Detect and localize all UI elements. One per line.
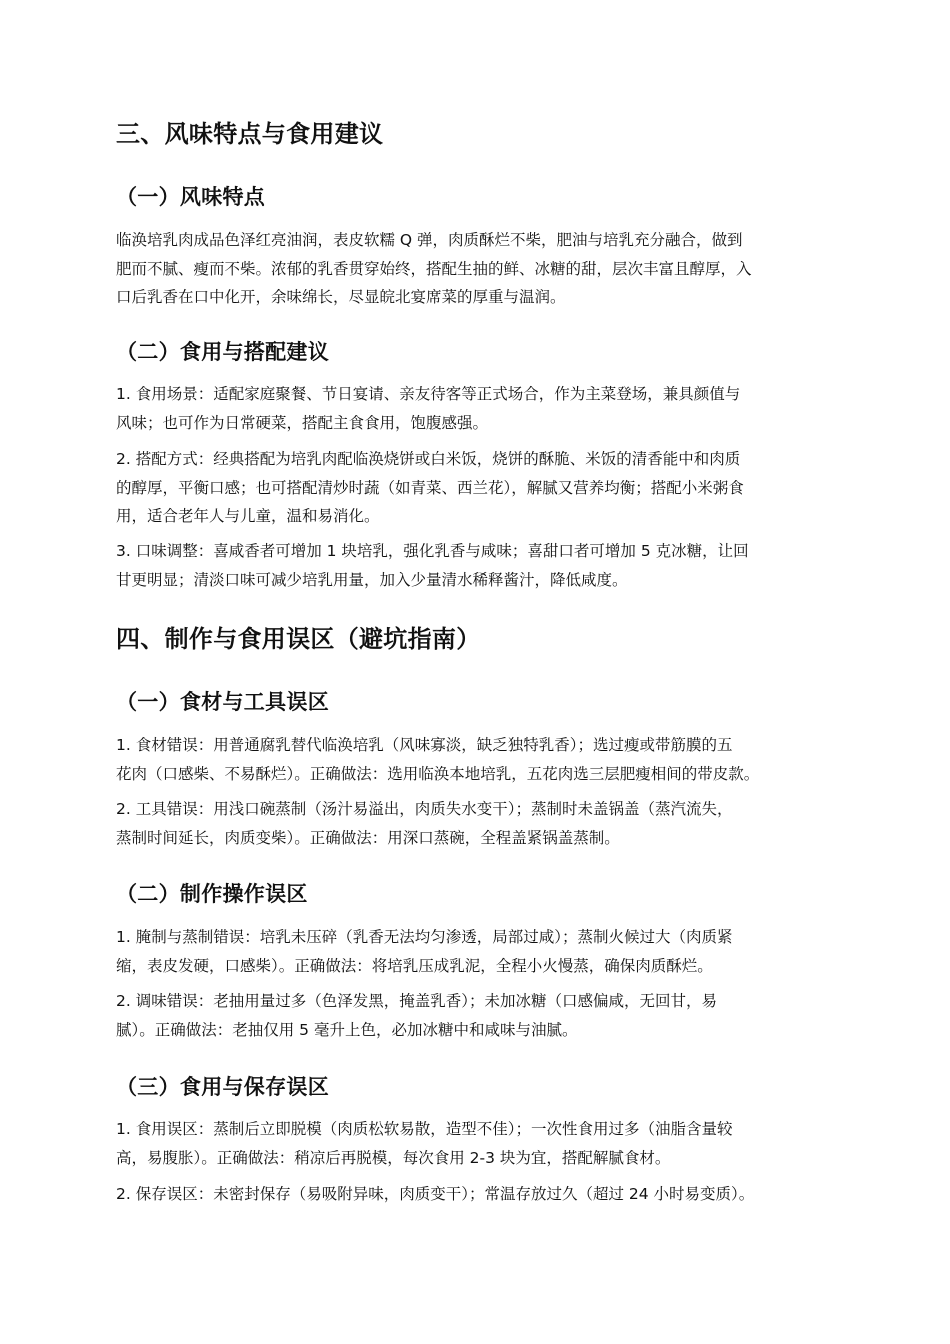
text-line: 风味；也可作为日常硬菜，搭配主食食用，饱腹感强。 (116, 413, 489, 432)
text-line: 缩，表皮发硬，口感柴）。正确做法：将培乳压成乳泥，全程小火慢蒸，确保肉质酥烂。 (116, 956, 713, 975)
text-line: 临涣培乳肉成品色泽红亮油润，表皮软糯 Q 弹，肉质酥烂不柴，肥油与培乳充分融合，做到 (116, 231, 743, 249)
text-line: 2. 调味错误：老抽用量过多（色泽发黑，掩盖乳香）；未加冰糖（口感偏咸，无回甘，易 (116, 992, 717, 1010)
text-line: 1. 食用误区：蒸制后立即脱模（肉质松软易散，造型不佳）；一次性食用过多（油脂含量较 (116, 1120, 733, 1138)
subsection-heading: （二）制作操作误区 (116, 882, 308, 906)
list-item (116, 1180, 846, 1209)
list-item (116, 380, 846, 437)
section-heading: 四、制作与食用误区（避坑指南） (116, 625, 481, 653)
paragraph (116, 226, 846, 312)
text-line: 肥而不腻、瘦而不柴。浓郁的乳香贯穿始终，搭配生抽的鲜、冰糖的甜，层次丰富且醇厚，入 (116, 259, 752, 278)
text-line: 腻）。正确做法：老抽仅用 5 毫升上色，必加冰糖中和咸味与油腻。 (116, 1020, 578, 1039)
list-item (116, 445, 846, 531)
text-line: 用，适合老年人与儿童，温和易消化。 (116, 507, 380, 525)
section-heading: 三、风味特点与食用建议 (116, 120, 384, 148)
text-line: 1. 食用场景：适配家庭聚餐、节日宴请、亲友待客等正式场合，作为主菜登场，兼具颜值与 (116, 385, 741, 403)
text-line: 2. 搭配方式：经典搭配为培乳肉配临涣烧饼或白米饭，烧饼的酥脆、米饭的清香能中和肉质 (116, 450, 741, 468)
text-line: 1. 腌制与蒸制错误：培乳未压碎（乳香无法均匀渗透，局部过咸）；蒸制火候过大（肉质紧 (116, 928, 733, 946)
text-line: 1. 食材错误：用普通腐乳替代临涣培乳（风味寡淡，缺乏独特乳香）；选过瘦或带筋膜的五 (116, 736, 733, 754)
text-line: 3. 口味调整：喜咸香者可增加 1 块培乳，强化乳香与咸味；喜甜口者可增加 5 克冰糖，让回 (116, 542, 749, 560)
list-item (116, 731, 846, 788)
list-item (116, 987, 846, 1044)
subsection-heading: （三）食用与保存误区 (116, 1075, 329, 1099)
text-line: 甘更明显；清淡口味可减少培乳用量，加入少量清水稀释酱汁，降低咸度。 (116, 570, 628, 589)
text-line: 的醇厚，平衡口感；也可搭配清炒时蔬（如青菜、西兰花），解腻又营养均衡；搭配小米粥食 (116, 478, 744, 497)
text-line: 花肉（口感柴、不易酥烂）。正确做法：选用临涣本地培乳，五花肉选三层肥瘦相间的带皮款。 (116, 764, 760, 783)
list-item (116, 1115, 846, 1172)
list-item (116, 923, 846, 980)
text-line: 蒸制时间延长，肉质变柴）。正确做法：用深口蒸碗，全程盖紧锅盖蒸制。 (116, 828, 620, 847)
list-item (116, 795, 846, 852)
subsection-heading: （一）风味特点 (116, 185, 266, 209)
text-line: 口后乳香在口中化开，余味绵长，尽显皖北宴席菜的厚重与温润。 (116, 288, 566, 306)
list-item (116, 537, 846, 594)
subsection-heading: （二）食用与搭配建议 (116, 340, 329, 364)
text-line: 2. 工具错误：用浅口碗蒸制（汤汁易溢出，肉质失水变干）；蒸制时未盖锅盖（蒸汽流失， (116, 800, 733, 818)
subsection-heading: （一）食材与工具误区 (116, 690, 329, 714)
text-line: 2. 保存误区：未密封保存（易吸附异味，肉质变干）；常温存放过久（超过 24 小时易变质）。 (116, 1185, 755, 1203)
text-line: 高，易腹胀）。正确做法：稍凉后再脱模，每次食用 2-3 块为宜，搭配解腻食材。 (116, 1148, 671, 1167)
